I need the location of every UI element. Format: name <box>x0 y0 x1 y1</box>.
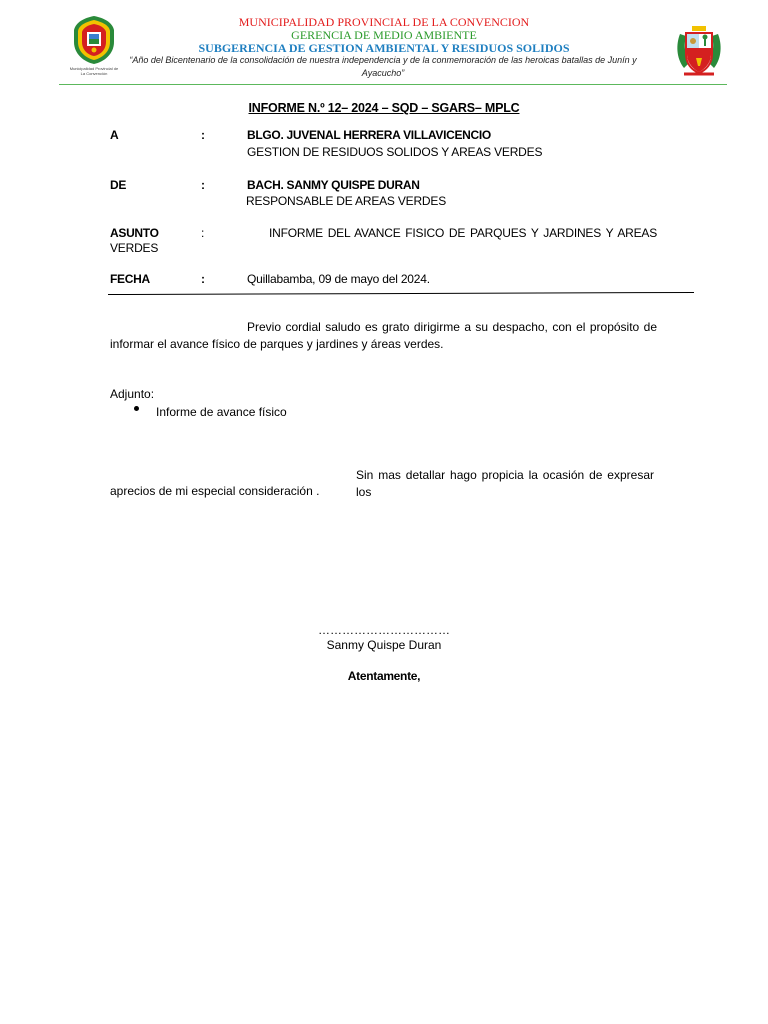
header-block-divider <box>108 292 694 295</box>
report-title: INFORME N.º 12– 2024 – SQD – SGARS– MPLC <box>248 101 520 115</box>
sub-management-name: SUBGERENCIA DE GESTION AMBIENTAL Y RESIDUOS SOLIDOS <box>198 41 570 55</box>
subject-label: ASUNTO <box>110 226 159 240</box>
year-motto <box>118 54 648 80</box>
signature-line: …………………………… <box>318 623 450 637</box>
from-colon: : <box>201 178 205 192</box>
from-label: DE <box>110 178 127 192</box>
management-name: GERENCIA DE MEDIO AMBIENTE <box>291 28 477 42</box>
from-name: BACH. SANMY QUISPE DURAN <box>247 178 420 192</box>
logo-caption-line2: La Convención <box>80 71 108 76</box>
closing-line1: Sin mas detallar hago propicia la ocasión de expresar los <box>356 468 654 499</box>
header-divider <box>59 84 727 85</box>
year-motto-line1: “Año del Bicentenario de la consolidación de nuestra independencia y de la conmemoración de las heroicas batallas de Junín y <box>129 55 637 65</box>
subject-line2: VERDES <box>110 241 159 255</box>
to-name: BLGO. JUVENAL HERRERA VILLAVICENCIO <box>247 128 491 142</box>
attachment-label: Adjunto: <box>110 387 155 401</box>
intro-line1: Previo cordial saludo es grato dirigirme a su despacho, con el propósito de <box>247 320 657 334</box>
date-value: Quillabamba, 09 de mayo del 2024. <box>247 272 430 286</box>
from-position: RESPONSABLE DE AREAS VERDES <box>246 194 447 208</box>
date-colon: : <box>201 272 205 286</box>
logo-caption-line1: Municipalidad Provincial de <box>69 66 119 71</box>
year-motto-line2: Ayacucho” <box>361 68 405 78</box>
attachment-item: Informe de avance físico <box>156 405 287 419</box>
municipality-name: MUNICIPALIDAD PROVINCIAL DE LA CONVENCION <box>238 15 530 29</box>
subject-line1: INFORME DEL AVANCE FISICO DE PARQUES Y JARDINES Y AREAS <box>269 226 657 240</box>
to-label: A <box>110 128 119 142</box>
to-colon: : <box>201 128 205 142</box>
logo-caption <box>62 66 126 76</box>
intro-line2: informar el avance físico de parques y jardines y áreas verdes. <box>110 337 444 351</box>
closing-line2: aprecios de mi especial consideración . <box>110 484 320 498</box>
to-position: GESTION DE RESIDUOS SOLIDOS Y AREAS VERDES <box>247 145 543 159</box>
subject-colon: : <box>201 226 205 240</box>
signer-name: Sanmy Quispe Duran <box>326 638 442 652</box>
bullet-icon <box>134 406 139 411</box>
date-label: FECHA <box>110 272 150 286</box>
farewell: Atentamente, <box>347 669 421 683</box>
